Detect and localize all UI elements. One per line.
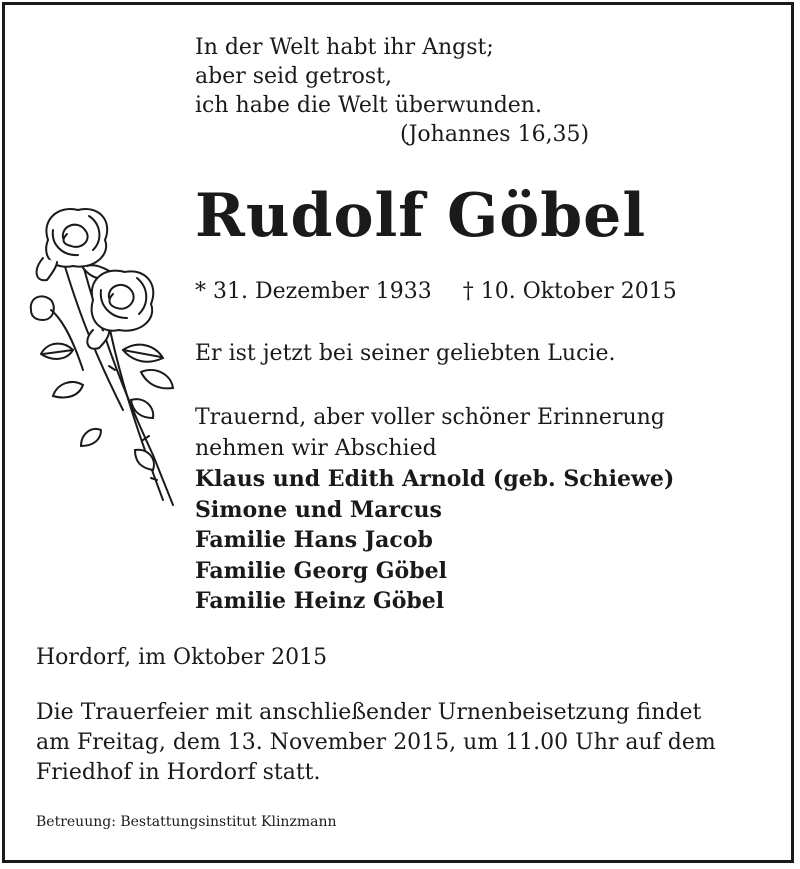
memorial-message: Er ist jetzt bei seiner geliebten Lucie. (195, 341, 616, 366)
service-line-1: Die Trauerfeier mit anschließender Urnenbeisetzung findet (36, 700, 702, 725)
death-date: † 10. Oktober 2015 (462, 279, 677, 304)
obituary-notice (2, 2, 794, 863)
bible-verse (195, 33, 589, 149)
mourner-name: Simone und Marcus (195, 496, 442, 523)
mourners-intro-line-2: nehmen wir Abschied (195, 435, 437, 461)
service-line-2: am Freitag, dem 13. November 2015, um 11.00 Uhr auf dem (36, 730, 716, 755)
funeral-home-credit: Betreuung: Bestattungsinstitut Klinzmann (36, 814, 337, 830)
life-dates (195, 279, 677, 304)
roses-illustration-icon (23, 200, 183, 520)
birth-date: * 31. Dezember 1933 (195, 279, 432, 304)
verse-line-1: In der Welt habt ihr Angst; (195, 35, 494, 60)
place-and-date: Hordorf, im Oktober 2015 (36, 645, 328, 670)
verse-line-2: aber seid getrost, (195, 64, 392, 89)
deceased-name: Rudolf Göbel (195, 181, 647, 251)
mourner-name: Familie Hans Jacob (195, 527, 433, 553)
verse-line-3: ich habe die Welt überwunden. (195, 93, 542, 118)
service-line-3: Friedhof in Hordorf statt. (36, 760, 321, 785)
mourners-intro-line-1: Trauernd, aber voller schöner Erinnerung (195, 405, 665, 430)
funeral-service-info (36, 698, 716, 788)
mourner-name: Familie Georg Göbel (195, 557, 447, 584)
mourner-name: Familie Heinz Göbel (195, 588, 445, 614)
mourners-block (195, 403, 674, 617)
verse-reference: (Johannes 16,35) (400, 122, 590, 147)
mourner-name: Klaus und Edith Arnold (geb. Schiewe) (195, 466, 675, 492)
